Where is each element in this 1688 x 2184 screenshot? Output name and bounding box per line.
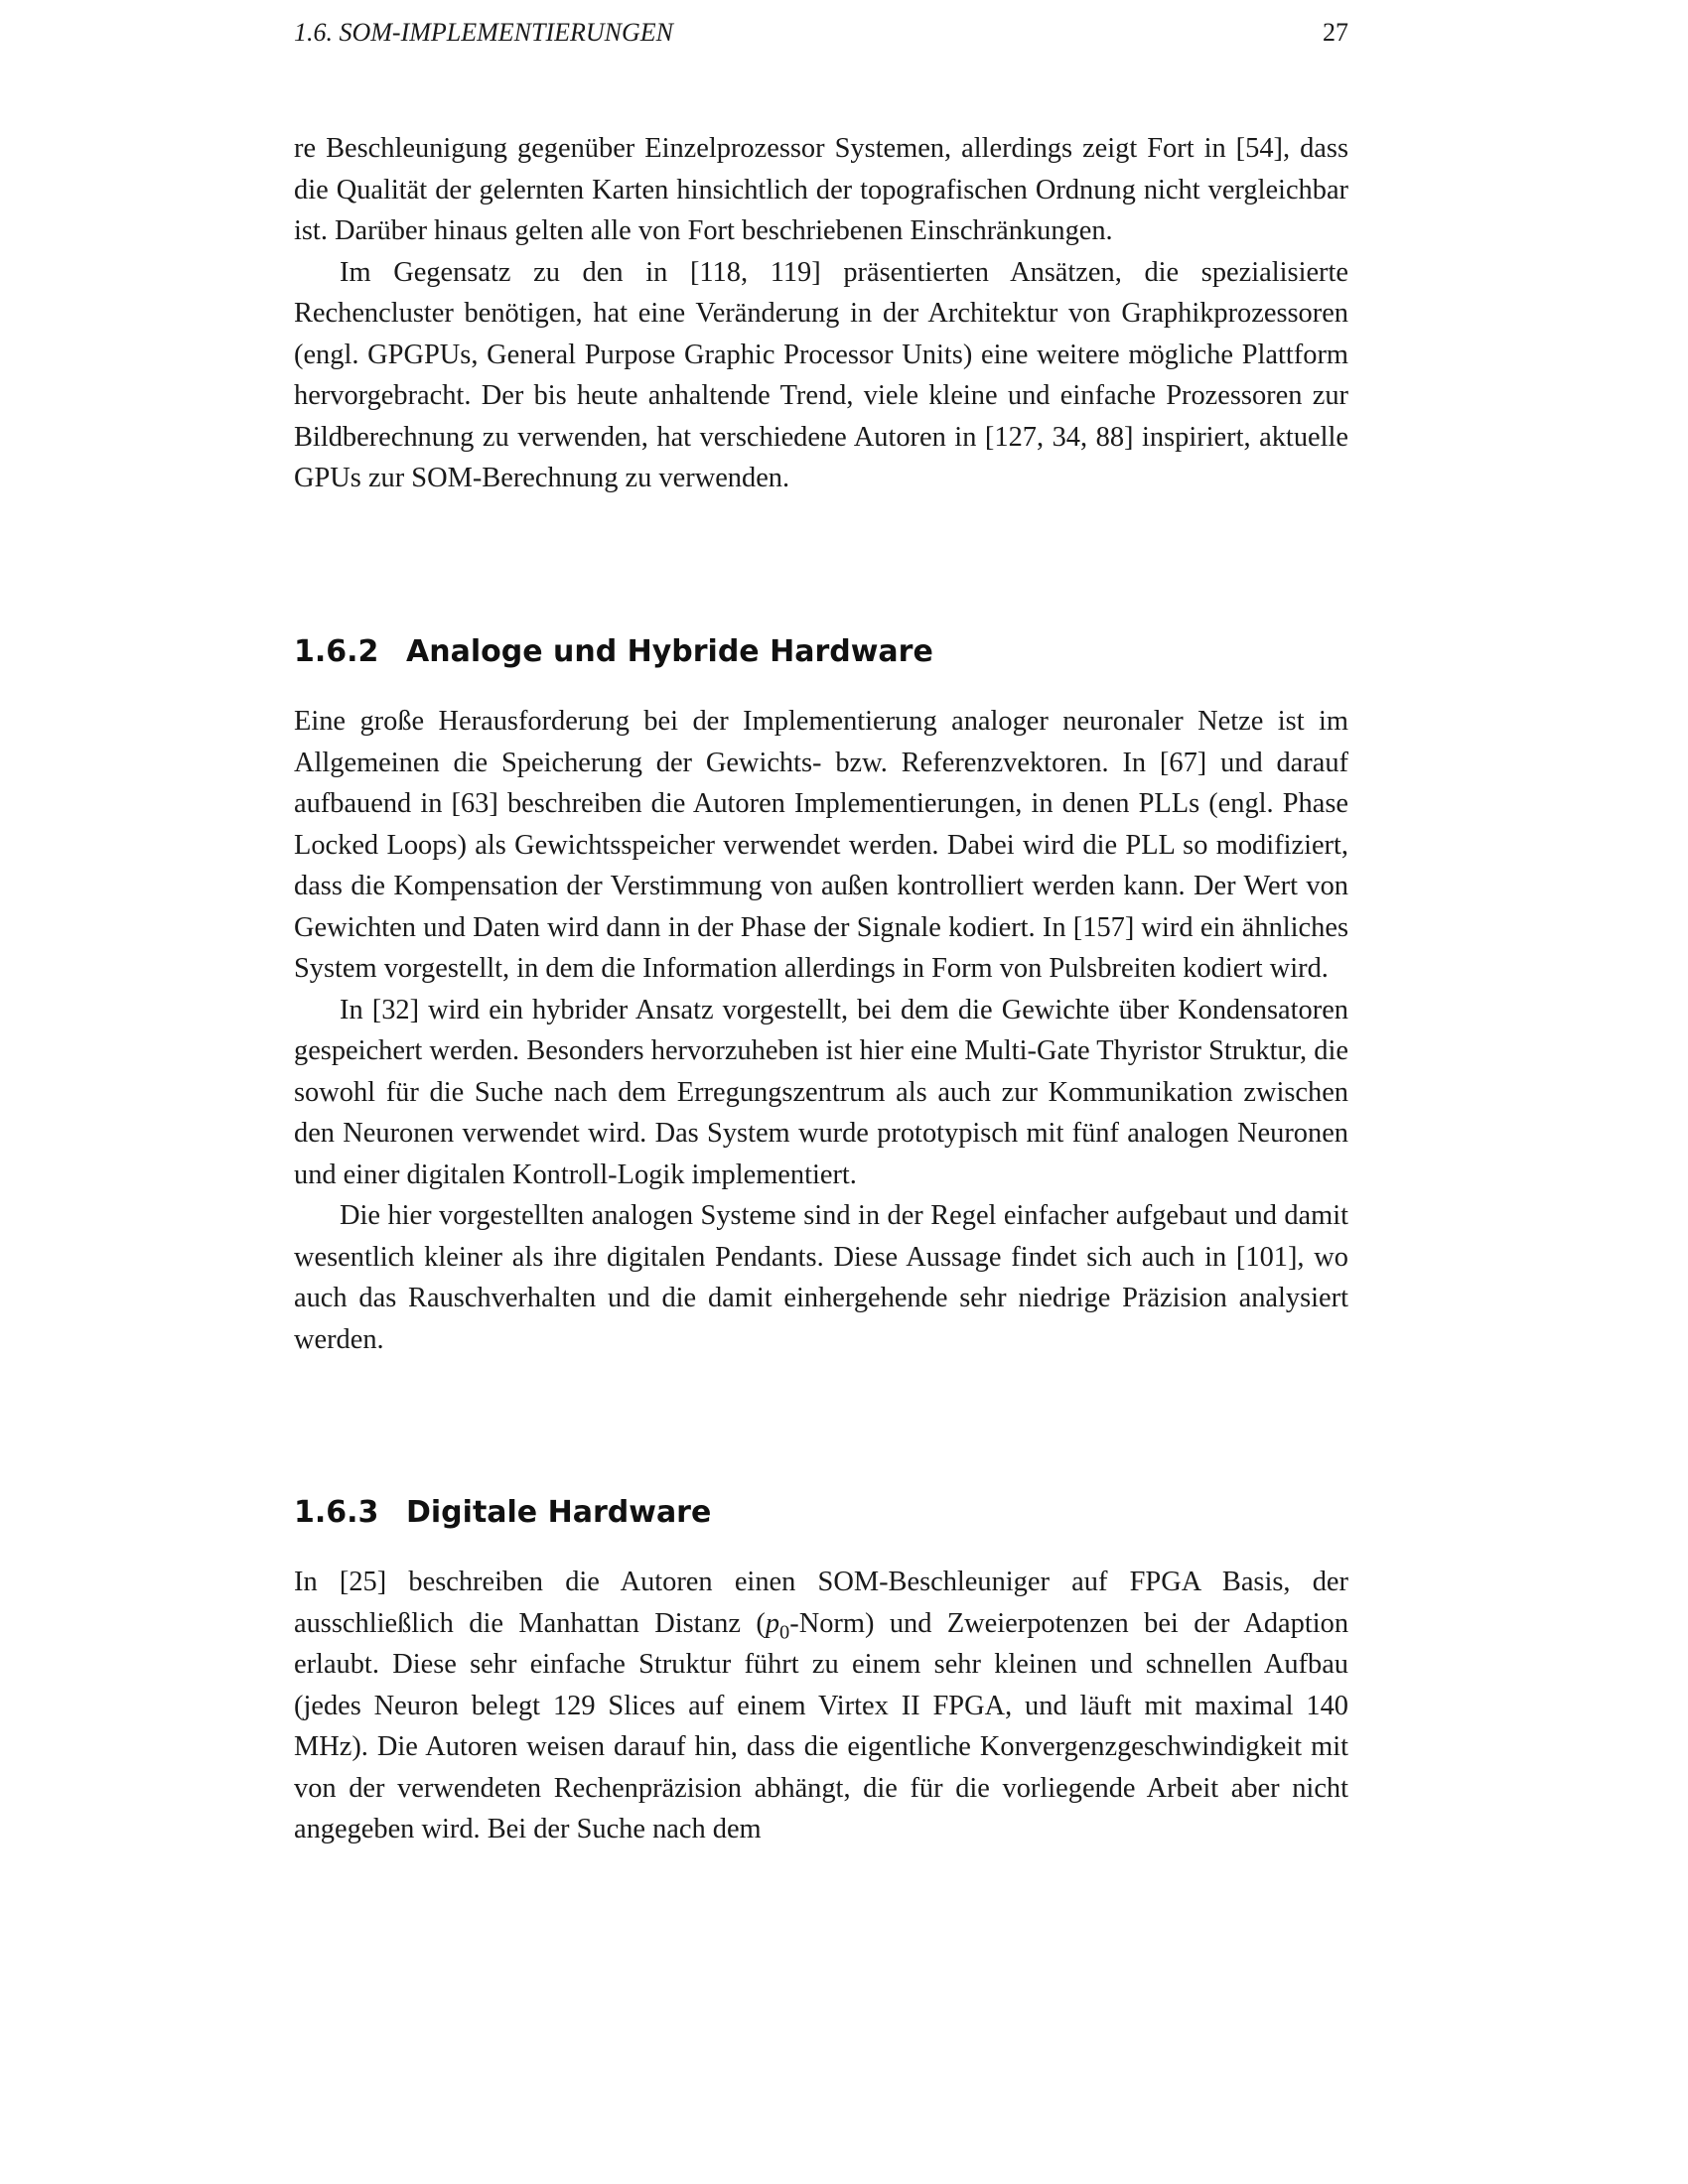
continued-text-block bbox=[294, 128, 1348, 499]
fpga-text-part-1: In [25] beschreiben die Autoren einen SOM-Beschleuniger auf FPGA Basis, der ausschließlich die Manhattan Distanz ( bbox=[294, 1567, 1348, 1639]
paragraph-analog-summary: Die hier vorgestellten analogen Systeme sind in der Regel einfacher aufgebaut und damit wesentlich kleiner als ihre digitalen Pendants. Diese Aussage findet sich auch in [101], wo auch das Rauschverhalten und die damit einhergehende sehr niedrige Präzision analysiert werden. bbox=[294, 1200, 1348, 1355]
page-number: 27 bbox=[1323, 18, 1348, 47]
section-title: Analoge und Hybride Hardware bbox=[406, 634, 933, 669]
section-heading-1-6-3 bbox=[294, 1493, 1348, 1533]
section-number: 1.6.2 bbox=[294, 634, 379, 669]
math-p: p bbox=[765, 1607, 780, 1639]
math-subscript: 0 bbox=[779, 1621, 790, 1644]
section-1-6-3-body bbox=[294, 1562, 1348, 1850]
fpga-text-part-2: -Norm) und Zweierpotenzen bei der Adaption erlaubt. Diese sehr einfache Struktur führt zu einem sehr kleinen und schnellen Aufbau (jedes Neuron belegt 129 Slices auf einem Virtex II FPGA, und läuft mit maximal 140 MHz). Die Autoren weisen darauf hin, dass die eigentliche Konvergenzgeschwindigkeit mit von der verwendeten Rechenpräzision abhängt, die für die vorliegende Arbeit aber nicht angegeben wird. Bei der Suche nach dem bbox=[294, 1607, 1349, 1844]
paragraph-analog-storage: Eine große Herausforderung bei der Implementierung analoger neuronaler Netze ist im Allgemeinen die Speicherung der Gewichts- bzw. Referenzvektoren. In [67] und darauf aufbauend in [63] beschreiben die Autoren Implementierungen, in denen PLLs (engl. Phase Locked Loops) als Gewichtsspeicher verwendet werden. Dabei wird die PLL so modifiziert, dass die Kompensation der Verstimmung von außen kontrolliert werden kann. Der Wert von Gewichten und Daten wird dann in der Phase der Signale kodiert. In [157] wird ein ähnliches System vorgestellt, in dem die Information allerdings in Form von Pulsbreiten kodiert wird. bbox=[294, 706, 1348, 984]
header-section-title: 1.6. SOM-IMPLEMENTIERUNGEN bbox=[294, 18, 674, 47]
section-1-6-2-body bbox=[294, 701, 1348, 1360]
paragraph-continued: re Beschleunigung gegenüber Einzelprozessor Systemen, allerdings zeigt Fort in [54], dass die Qualität der gelernten Karten hinsichtlich der topografischen Ordnung nicht vergleichbar ist. Darüber hinaus gelten alle von Fort beschriebenen Einschränkungen. bbox=[294, 133, 1348, 246]
section-number: 1.6.3 bbox=[294, 1495, 379, 1530]
section-title: Digitale Hardware bbox=[406, 1495, 712, 1530]
running-header bbox=[294, 18, 1348, 58]
section-1-6-2 bbox=[294, 632, 1348, 672]
section-1-6-3 bbox=[294, 1493, 1348, 1533]
paragraph-fpga bbox=[294, 1562, 1348, 1850]
paragraph-gpgpu: Im Gegensatz zu den in [118, 119] präsentierten Ansätzen, die spezialisierte Rechencluster benötigen, hat eine Veränderung in der Architektur von Graphikprozessoren (engl. GPGPUs, General Purpose Graphic Processor Units) eine weitere mögliche Plattform hervorgebracht. Der bis heute anhaltende Trend, viele kleine und einfache Prozessoren zur Bildberechnung zu verwenden, hat verschiedene Autoren in [127, 34, 88] inspiriert, aktuelle GPUs zur SOM-Berechnung zu verwenden. bbox=[294, 256, 1348, 493]
paragraph-hybrid: In [32] wird ein hybrider Ansatz vorgestellt, bei dem die Gewichte über Kondensatoren gespeichert werden. Besonders hervorzuheben ist hier eine Multi-Gate Thyristor Struktur, die sowohl für die Suche nach dem Erregungszentrum als auch zur Kommunikation zwischen den Neuronen verwendet wird. Das System wurde prototypisch mit fünf analogen Neuronen und einer digitalen Kontroll-Logik implementiert. bbox=[294, 994, 1348, 1190]
section-heading-1-6-2 bbox=[294, 632, 1348, 672]
